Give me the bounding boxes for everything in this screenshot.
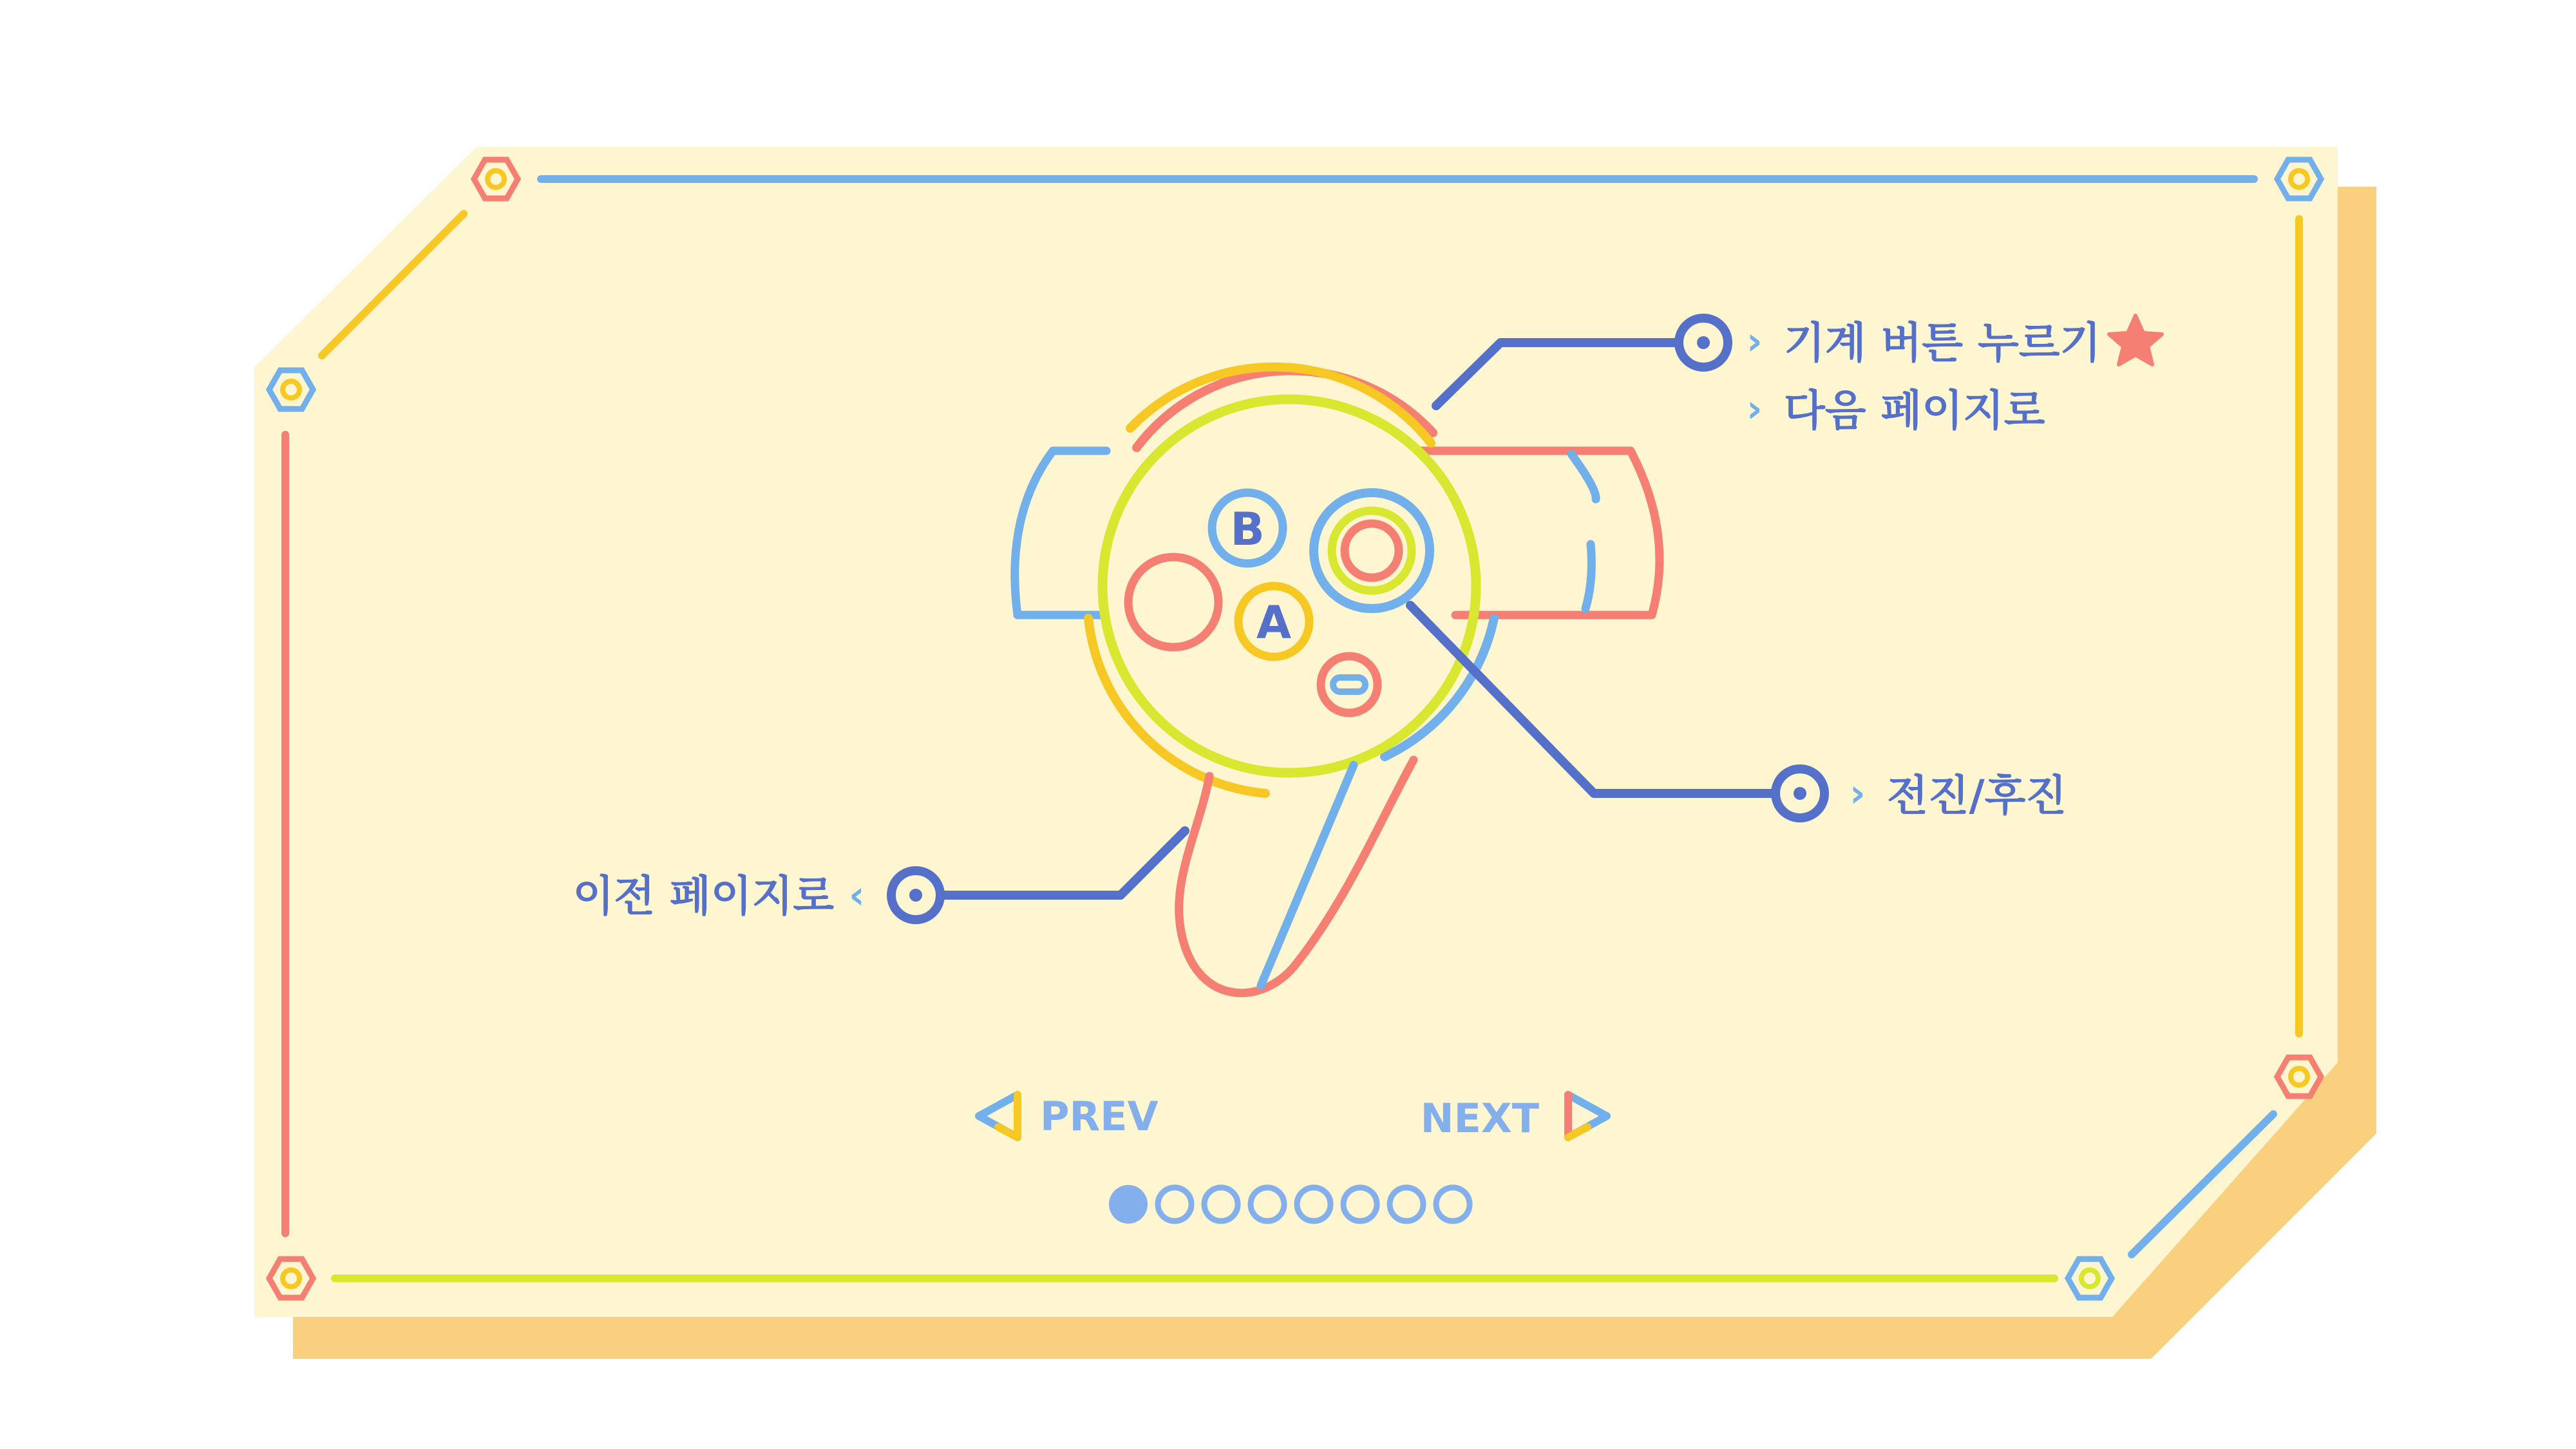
callout-marker-icon [891,871,940,920]
callout-prev-page[interactable]: 이전 페이지로 [573,871,834,921]
prev-label[interactable]: PREV [1040,1093,1159,1140]
arrow-left-icon: ‹ [849,873,865,918]
callout-next-page[interactable]: 다음 페이지로 [1784,386,2045,435]
b-button-label: B [1230,503,1265,556]
a-button-label: A [1256,596,1292,649]
next-label[interactable]: NEXT [1420,1095,1539,1142]
arrow-right-icon: › [1747,386,1763,431]
callout-marker-icon [1679,318,1728,367]
page-dot[interactable] [1109,1185,1148,1224]
callout-forward-backward: 전진/후진 [1887,771,2067,820]
arrow-right-icon: › [1850,771,1866,816]
arrow-right-icon: › [1747,319,1763,364]
callout-mechanical-press: 기계 버튼 누르기 [1784,318,2101,368]
callout-marker-icon [1776,769,1824,818]
